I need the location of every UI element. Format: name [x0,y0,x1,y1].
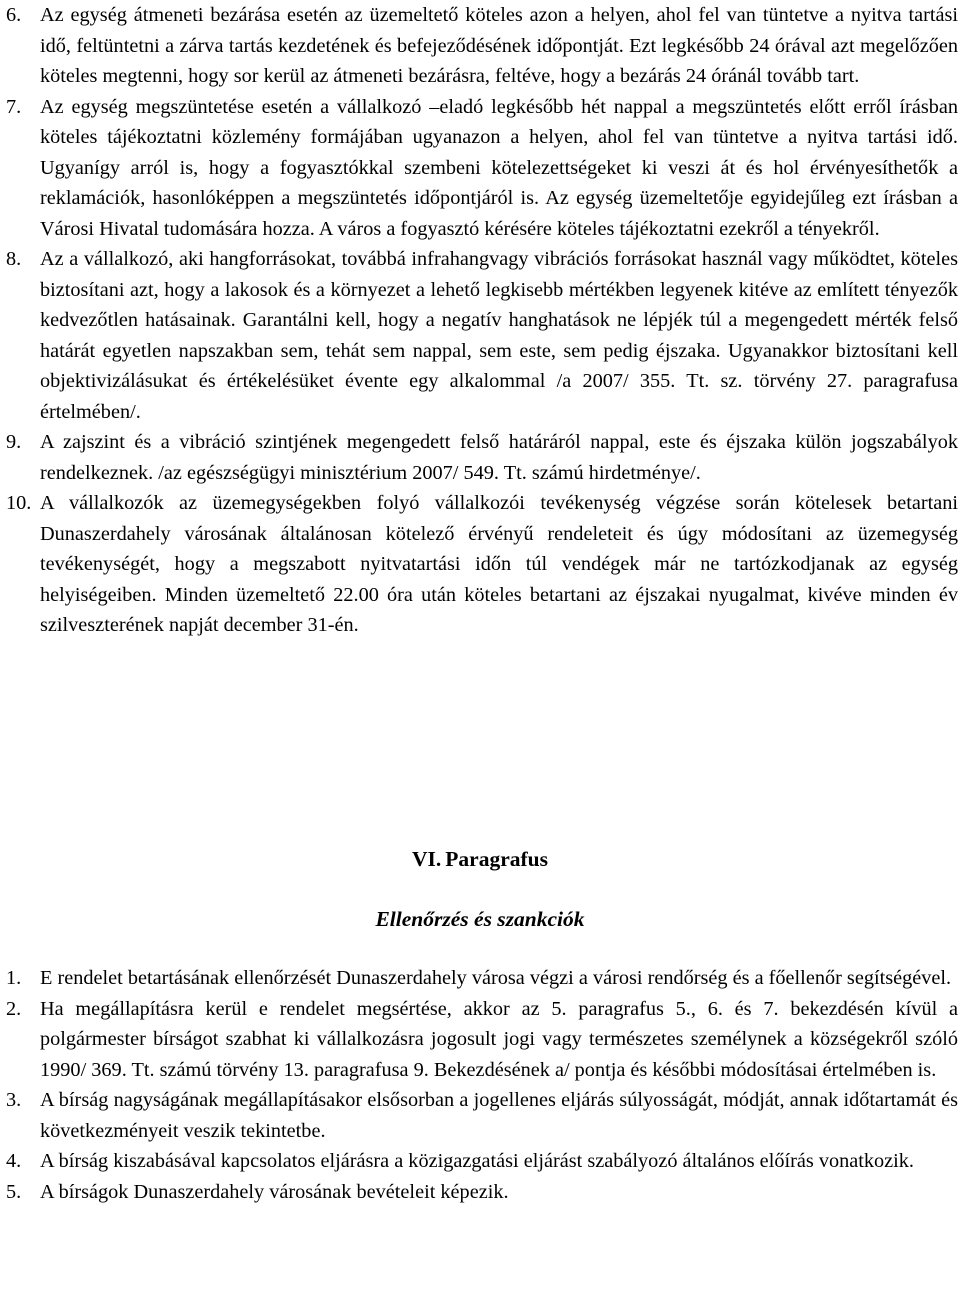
item-number: 4. [6,1150,22,1172]
list-item [0,92,958,245]
section-number: VI. [412,847,442,871]
item-number: 10. [6,492,32,514]
list-item [0,1146,958,1177]
item-text: Ha megállapításra kerül e rendelet megsértése, akkor az 5. paragrafus 5., 6. és 7. bekezdésén kívül a polgármester bírságot szabhat ki vállalkozásra jogosult jogi vagy természetes személynek a községekről szóló 1990/ 369. Tt. számú törvény 13. paragrafusa 9. Bekezdésének a/ pontja és későbbi módosításai értelmében is. [40,997,958,1081]
list-item [0,963,958,994]
item-text: A bírság kiszabásával kapcsolatos eljárásra a közigazgatási eljárást szabályozó általános előírás vonatkozik. [40,1150,915,1172]
paragraph-list-top [0,0,958,641]
item-text: Az a vállalkozó, aki hangforrásokat, továbbá infrahangvagy vibrációs forrásokat használ vagy működtet, köteles biztosítani azt, hogy a lakosok és a környezet a lehető legkisebb mértékben legyenek kitéve az említett tényezők kedvezőtlen hatásainak. Garantálni kell, hogy a negatív hanghatások ne lépjék túl a megengedett mérték felső határát egyetlen napszakban sem, tehát sem nappal, sem este, sem pedig éjszaka. Ugyanakkor biztosítani kell objektivizálásukat és értékelésüket évente egy alkalommal /a 2007/ 355. Tt. sz. törvény 27. paragrafusa értelmében/. [40,248,958,423]
item-number: 3. [6,1089,22,1111]
item-text: A bírság nagyságának megállapításakor elsősorban a jogellenes eljárás súlyosságát, módját, annak időtartamát és következményeit veszik tekintetbe. [40,1089,958,1142]
item-text: E rendelet betartásának ellenőrzését Dunaszerdahely városa végzi a városi rendőrség és a főellenőr segítségével. [40,967,952,989]
item-number: 8. [6,248,22,270]
section-title: Paragrafus [445,847,548,871]
section-subtitle: Ellenőrzés és szankciók [375,907,585,931]
item-number: 5. [6,1180,22,1203]
item-number: 6. [6,4,22,26]
list-item [0,994,958,1086]
item-text: Az egység átmeneti bezárása esetén az üzemeltető köteles azon a helyen, ahol fel van tüntetve a nyitva tartási idő, feltüntetni a zárva tartás kezdetének és befejeződésének időpontját. Ezt legkésőbb 24 órával azt megelőzően köteles megtenni, hogy sor kerül az átmeneti bezárásra, feltéve, hogy a bezárás 24 óránál tovább tart. [40,4,958,87]
item-text: Az egység megszüntetése esetén a vállalkozó –eladó legkésőbb hét nappal a megszüntetés előtt erről írásban köteles tájékoztatni közlemény formájában ugyanazon a helyen, ahol fel van tüntetve a nyitva tartási idő. Ugyanígy arról is, hogy a fogyasztókkal szembeni kötelezettségeket ki veszi át és hol érvényesíthetők a reklamációk, hasonlóképpen a megszüntetés időpontjáról is. Az egység üzemeltetője egyidejűleg ezt írásban a Városi Hivatal tudomására hozza. A város a fogyasztó kérésére köteles tájékoztatni ezekről a tényekről. [40,95,958,240]
section-heading [0,844,960,874]
paragraph-list-bottom [0,963,958,1207]
item-text: A vállalkozók az üzemegységekben folyó vállalkozói tevékenység végzése során kötelesek betartani Dunaszerdahely városának általánosan kötelező érvényű rendeleteit és úgy módosítani az üzemegység tevékenységét, hogy a megszabott nyitvatartási időn túl vendégek már ne tartózkodjanak az egység helyiségeiben. Minden üzemeltető 22.00 óra után köteles betartani az éjszakai nyugalmat, kivéve minden év szilveszterének napját december 31-én. [40,492,958,636]
list-item [0,244,958,427]
item-text: A bírságok Dunaszerdahely városának bevételeit képezik. [40,1180,509,1203]
list-item [0,0,958,92]
item-number: 9. [6,431,22,453]
list-item [0,1177,958,1208]
item-number: 1. [6,967,22,989]
list-item [0,1085,958,1146]
item-text: A zajszint és a vibráció szintjének megengedett felső határáról nappal, este és éjszaka külön jogszabályok rendelkeznek. /az egészségügyi minisztérium 2007/ 549. Tt. számú hirdetménye/. [40,431,958,484]
item-number: 2. [6,997,22,1020]
list-item [0,488,958,641]
item-number: 7. [6,95,22,118]
list-item [0,427,958,488]
